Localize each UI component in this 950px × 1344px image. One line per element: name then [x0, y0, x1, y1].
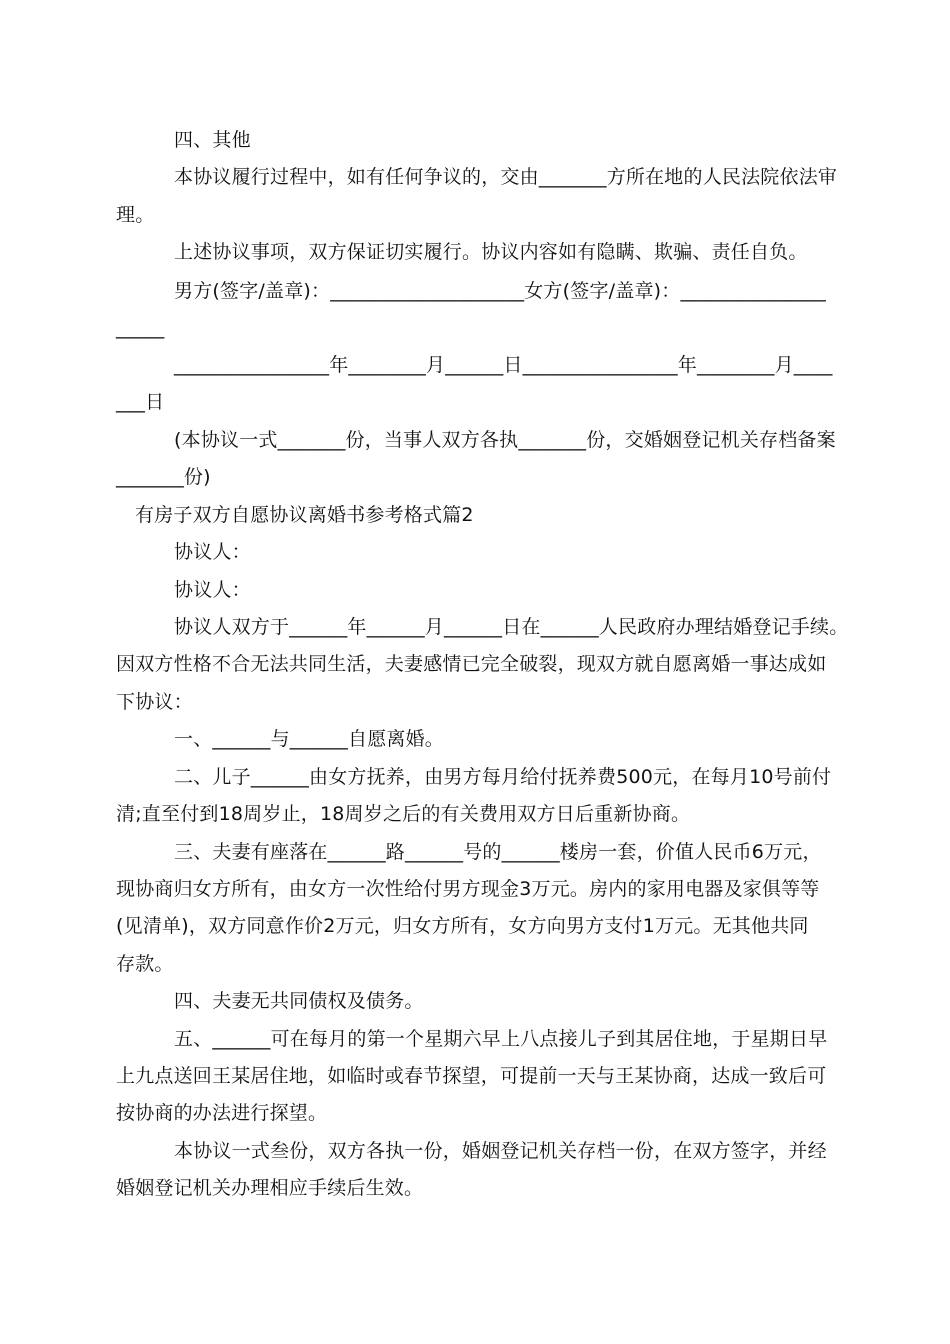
clause-line: 三、夫妻有座落在______路______号的______楼房一套，价值人民币6万元， — [174, 841, 822, 863]
clause-line: 四、夫妻无共同债权及债务。 — [174, 990, 424, 1012]
paragraph-line: 理。 — [116, 204, 155, 226]
paragraph-line: 上述协议事项，双方保证切实履行。协议内容如有隐瞒、欺骗、责任自负。 — [174, 241, 808, 263]
paragraph-line: _______份) — [116, 466, 211, 488]
paragraph-line: 因双方性格不合无法共同生活，夫妻感情已完全破裂，现双方就自愿离婚一事达成如 — [116, 653, 827, 675]
clause-line: 清;直至付到18周岁止，18周岁之后的有关费用双方日后重新协商。 — [116, 803, 691, 825]
party-line: 协议人： — [174, 541, 251, 563]
clause-line: 按协商的办法进行探望。 — [116, 1102, 328, 1124]
date-line: ________________年________月______日________________年________月____ — [174, 354, 833, 376]
paragraph-line: (本协议一式_______份，当事人双方各执_______份，交婚姻登记机关存档备案 — [174, 429, 836, 451]
signature-line: _____ — [116, 317, 165, 339]
clause-line: (见清单)，双方同意作价2万元，归女方所有，女方向男方支付1万元。无其他共同 — [116, 915, 809, 937]
party-line: 协议人： — [174, 579, 251, 601]
clause-line: 上九点送回王某居住地，如临时或春节探望，可提前一天与王某协商，达成一致后可 — [116, 1065, 827, 1087]
clause-line: 五、______可在每月的第一个星期六早上八点接儿子到其居住地，于星期日早 — [174, 1028, 828, 1050]
paragraph-line: 婚姻登记机关办理相应手续后生效。 — [116, 1177, 424, 1199]
signature-line: 男方(签字/盖章)：____________________女方(签字/盖章)：_______________ — [174, 280, 826, 302]
clause-line: 现协商归女方所有，由女方一次性给付男方现金3万元。房内的家用电器及家俱等等 — [116, 878, 820, 900]
paragraph-line: 本协议履行过程中，如有任何争议的，交由_______方所在地的人民法院依法审 — [174, 166, 838, 188]
clause-line: 二、儿子______由女方抚养，由男方每月给付抚养费500元，在每月10号前付 — [174, 766, 832, 788]
clause-line: 一、______与______自愿离婚。 — [174, 728, 445, 750]
date-line: ___日 — [116, 391, 165, 413]
paragraph-line: 下协议： — [116, 691, 193, 713]
paragraph-line: 协议人双方于______年______月______日在______人民政府办理结婚登记手续。 — [174, 616, 849, 638]
section-heading-other: 四、其他 — [174, 129, 251, 151]
paragraph-line: 本协议一式叁份，双方各执一份，婚姻登记机关存档一份，在双方签字，并经 — [174, 1140, 827, 1162]
clause-line: 存款。 — [116, 953, 174, 975]
document-title: 有房子双方自愿协议离婚书参考格式篇2 — [135, 504, 474, 526]
